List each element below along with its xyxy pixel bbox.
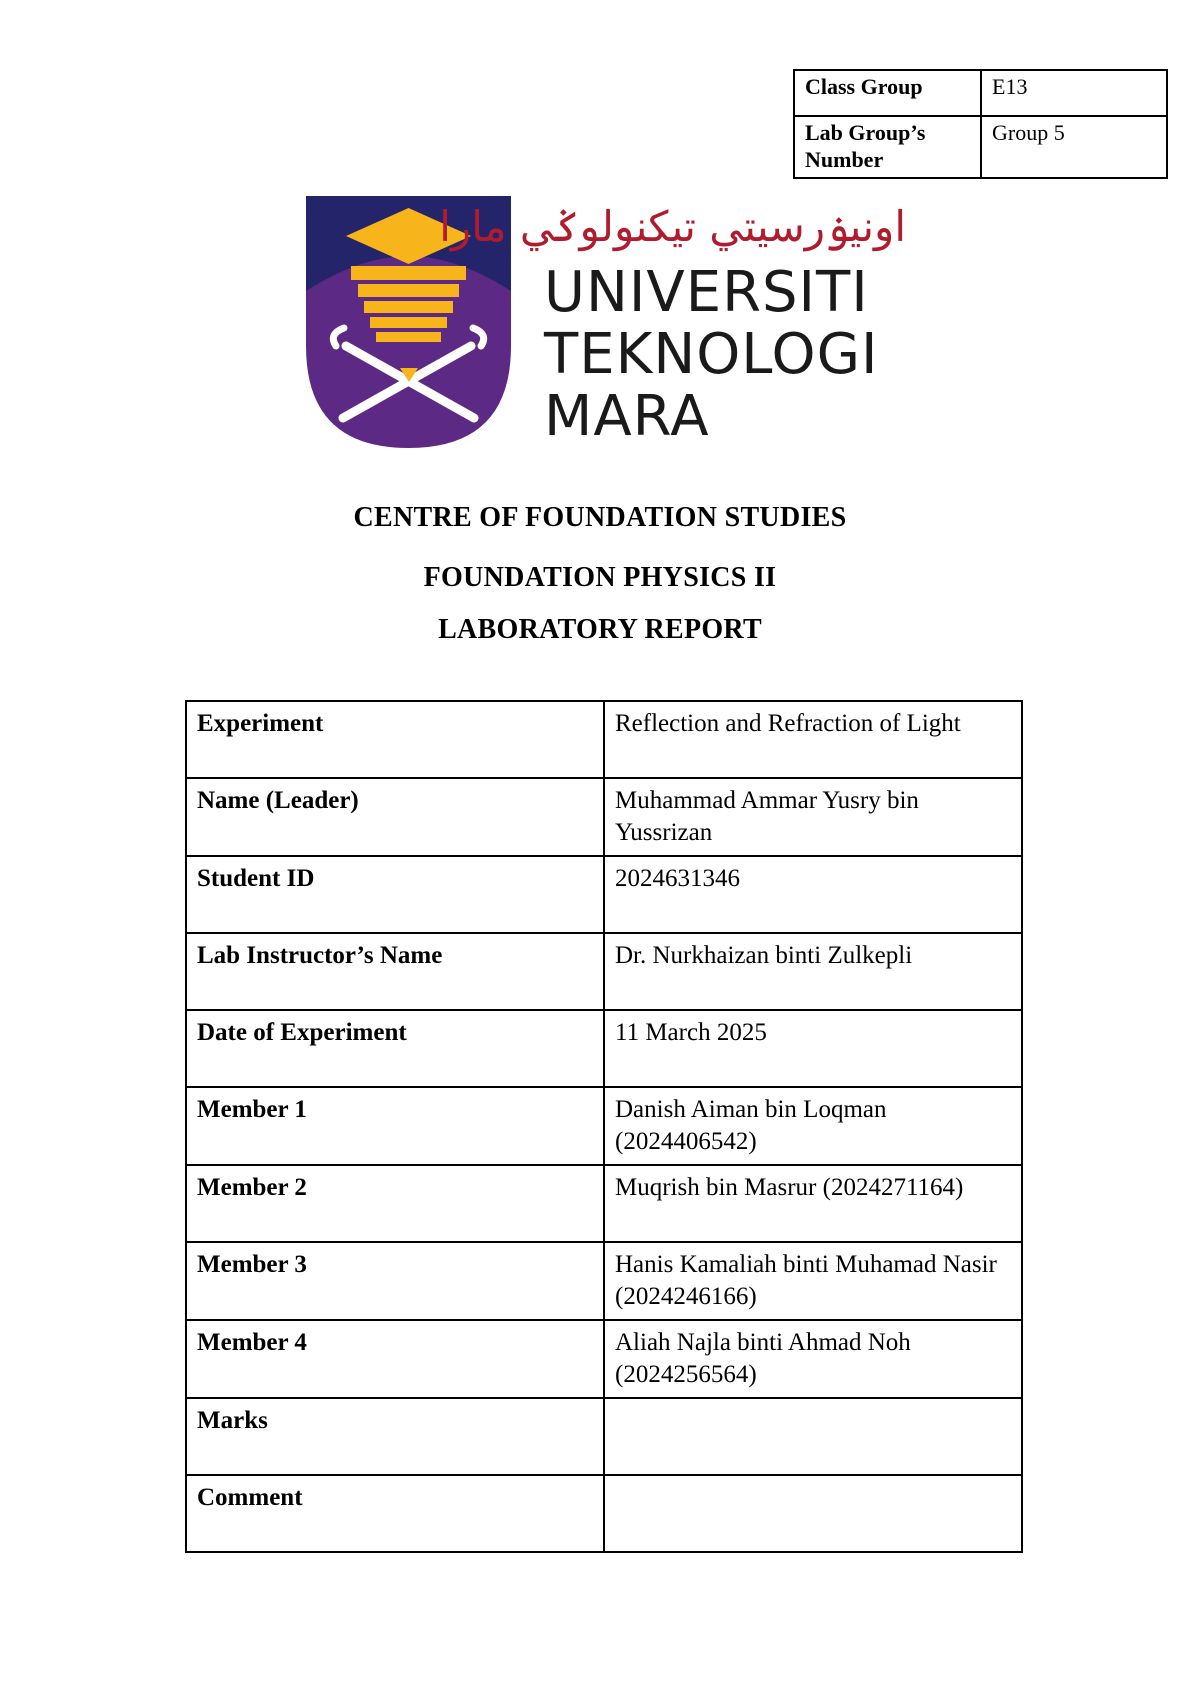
marks-label: Marks <box>186 1398 604 1475</box>
table-row <box>186 856 1022 933</box>
experiment-label: Experiment <box>186 701 604 778</box>
jawi-text: اونيۏرسيتي تيكنولوݢي مارا <box>439 202 906 251</box>
jawi-script <box>439 196 906 258</box>
comment-label: Comment <box>186 1475 604 1552</box>
leader-label: Name (Leader) <box>186 778 604 856</box>
wordmark-line-3: MARA <box>544 384 710 449</box>
class-group-value: E13 <box>981 70 1167 116</box>
table-row <box>186 1242 1022 1320</box>
table-row <box>186 1475 1022 1552</box>
leader-value: Muhammad Ammar Yusry bin Yussrizan <box>604 778 1022 856</box>
lab-group-value: Group 5 <box>981 116 1167 178</box>
student-id-label: Student ID <box>186 856 604 933</box>
class-group-label: Class Group <box>794 70 981 116</box>
comment-value <box>604 1475 1022 1552</box>
date-label: Date of Experiment <box>186 1010 604 1087</box>
student-id-value: 2024631346 <box>604 856 1022 933</box>
table-row <box>186 933 1022 1010</box>
lab-group-label: Lab Group’s Number <box>794 116 981 178</box>
table-row <box>186 778 1022 856</box>
course-heading: FOUNDATION PHYSICS II <box>423 562 777 593</box>
experiment-value: Reflection and Refraction of Light <box>604 701 1022 778</box>
date-value: 11 March 2025 <box>604 1010 1022 1087</box>
member-1-label: Member 1 <box>186 1087 604 1165</box>
member-2-label: Member 2 <box>186 1165 604 1242</box>
member-1-value: Danish Aiman bin Loqman (2024406542) <box>604 1087 1022 1165</box>
table-row <box>794 70 1167 116</box>
report-heading: LABORATORY REPORT <box>438 614 762 645</box>
table-row <box>186 701 1022 778</box>
report-info-table <box>185 700 1023 1553</box>
instructor-value: Dr. Nurkhaizan binti Zulkepli <box>604 933 1022 1010</box>
centre-heading: CENTRE OF FOUNDATION STUDIES <box>353 502 847 533</box>
wordmark-line-1: UNIVERSITI <box>544 260 869 325</box>
wordmark-line-2: TEKNOLOGI <box>544 322 879 387</box>
member-3-label: Member 3 <box>186 1242 604 1320</box>
member-3-value: Hanis Kamaliah binti Muhamad Nasir (2024246166) <box>604 1242 1022 1320</box>
table-row <box>186 1087 1022 1165</box>
class-group-table <box>793 69 1168 179</box>
table-row <box>186 1320 1022 1398</box>
table-row <box>186 1010 1022 1087</box>
member-2-value: Muqrish bin Masrur (2024271164) <box>604 1165 1022 1242</box>
table-row <box>794 116 1167 178</box>
university-wordmark <box>544 262 878 448</box>
member-4-value: Aliah Najla binti Ahmad Noh (2024256564) <box>604 1320 1022 1398</box>
uitm-logo <box>306 196 906 452</box>
marks-value <box>604 1398 1022 1475</box>
table-row <box>186 1398 1022 1475</box>
instructor-label: Lab Instructor’s Name <box>186 933 604 1010</box>
member-4-label: Member 4 <box>186 1320 604 1398</box>
table-row <box>186 1165 1022 1242</box>
